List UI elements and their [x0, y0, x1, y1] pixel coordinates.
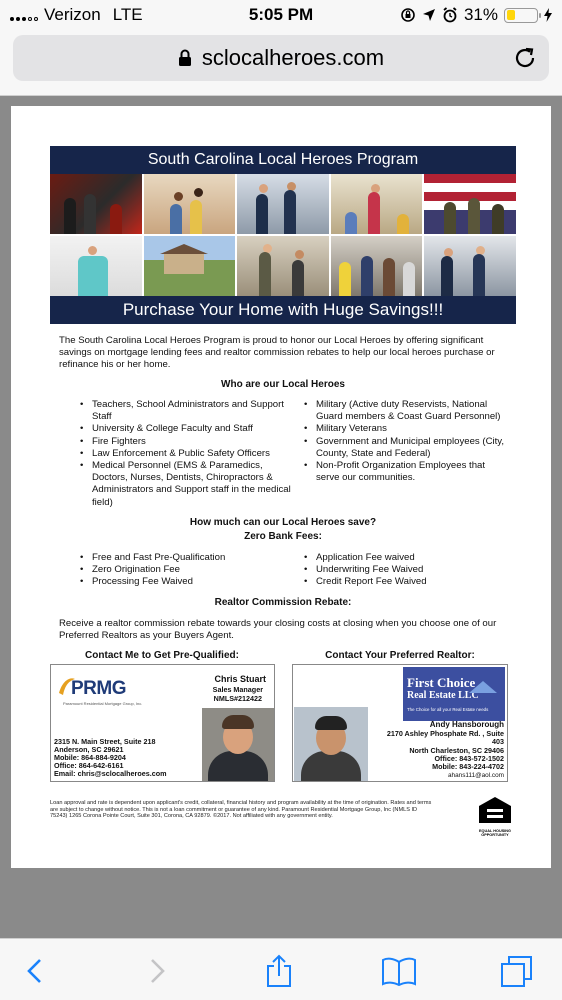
hero-photo-collage	[50, 174, 516, 296]
realtor-address3: North Charleston, SC 29406	[409, 746, 504, 755]
lender-card-heading: Contact Me to Get Pre-Qualified:	[85, 650, 239, 661]
status-left	[10, 5, 400, 25]
orientation-lock-icon	[400, 7, 416, 23]
heroes-list-left	[79, 399, 293, 509]
list-item: • Free and Fast Pre-Qualification	[79, 552, 293, 564]
status-right	[400, 5, 552, 25]
roof-icon	[469, 681, 497, 693]
lock-icon	[178, 49, 192, 67]
lender-email: Email: chris@sclocalheroes.com	[54, 769, 167, 778]
list-item: • Teachers, School Administrators and Support Staff	[79, 399, 293, 423]
prmg-logo	[57, 671, 145, 707]
equal-housing-label: EQUAL HOUSING OPPORTUNITY	[479, 829, 511, 838]
prmg-subtext: Paramount Residential Mortgage Group, Inc.	[63, 701, 143, 706]
tabs-icon	[500, 954, 534, 988]
list-item: • University & College Faculty and Staff	[79, 423, 293, 435]
realtor-photo	[294, 707, 368, 781]
teacher-classroom-photo	[331, 174, 423, 234]
browser-toolbar	[0, 938, 562, 1000]
list-item: • Underwriting Fee Waived	[303, 564, 508, 576]
lender-address2: Anderson, SC 29621	[54, 745, 124, 754]
battery-fill	[507, 10, 516, 20]
lender-title: Sales Manager	[212, 685, 263, 694]
first-choice-wordmark: First Choice	[407, 675, 476, 690]
alarm-icon	[442, 7, 458, 23]
list-item: • Non-Profit Organization Employees that serve our communities.	[303, 460, 508, 484]
equal-housing-logo	[477, 796, 513, 836]
battery-percent: 31%	[463, 5, 498, 24]
reload-icon[interactable]	[513, 46, 537, 70]
list-item: • Law Enforcement & Public Safety Officers	[79, 448, 293, 460]
charging-icon	[544, 8, 552, 22]
realtor-address1: 2170 Ashley Phosphate Rd. , Suite	[386, 729, 504, 738]
signal-icon	[10, 9, 38, 21]
list-item: • Processing Fee Waived	[79, 576, 293, 588]
bookmarks-button[interactable]	[379, 951, 419, 991]
list-item: • Medical Personnel (EMS & Paramedics, Doctors, Nurses, Dentists, Chiropractors & Administrators and Support staff in the medical field)	[79, 460, 293, 509]
web-content[interactable]	[0, 96, 562, 938]
location-icon	[422, 8, 436, 22]
fees-list-right	[303, 552, 508, 589]
realtor-address2: 403	[492, 737, 504, 746]
savings-heading: How much can our Local Heroes save?	[189, 517, 377, 528]
battery-icon	[504, 8, 538, 23]
realtor-name: Andy Hansborough	[429, 720, 504, 729]
legal-disclaimer: Loan approval and rate is dependent upon applicant's credit, collateral, financial history and program availability at the time of origination. Rates and terms are subject to change without notice. This is not a loan commitment or guarantee of any kind. Paramount Residential Mortgage Group, Inc (NMLS ID 75243) 1265 Corona Pointe Court, Suite 301, Corona, CA 92879. ©2017. Not affiliated with any government entity.	[50, 800, 432, 820]
share-button[interactable]	[259, 951, 299, 991]
first-choice-subwordmark: Real Estate LLC	[407, 690, 479, 701]
realtor-card-heading: Contact Your Preferred Realtor:	[325, 650, 475, 661]
equal-housing-icon	[477, 796, 513, 824]
veteran-photo	[237, 236, 329, 296]
military-flag-photo	[424, 174, 516, 234]
flyer-title: South Carolina Local Heroes Program	[50, 146, 516, 174]
first-choice-tagline: The Choice for all your Real Estate needs	[407, 707, 489, 712]
list-item: • Credit Report Fee Waived	[303, 576, 508, 588]
forward-button[interactable]	[138, 951, 178, 991]
flyer-document	[11, 106, 551, 868]
lender-nmls: NMLS#212422	[213, 694, 262, 703]
realtor-mobile: Mobile: 843-224-4702	[432, 762, 504, 771]
browser-address-area	[0, 30, 562, 96]
list-item: • Application Fee waived	[303, 552, 508, 564]
firefighters-photo	[50, 174, 142, 234]
list-item: • Fire Fighters	[79, 436, 293, 448]
zero-fees-heading: Zero Bank Fees:	[244, 531, 322, 542]
fees-list-left	[79, 552, 293, 589]
community-workers-photo	[331, 236, 423, 296]
network-label: LTE	[112, 5, 143, 24]
clock: 5:05 PM	[248, 5, 314, 24]
police-photo	[237, 174, 329, 234]
share-icon	[265, 954, 293, 988]
first-responders-photo	[424, 236, 516, 296]
list-item: • Military Veterans	[303, 423, 508, 435]
intro-paragraph: The South Carolina Local Heroes Program is proud to honor our Local Heroes by offering significant savings on mortgage lending fees and realtor commission rebates to help our local heroes purchase or refinance his or her home.	[59, 335, 495, 370]
heroes-list-right	[303, 399, 508, 484]
rebate-heading: Realtor Commission Rebate:	[214, 597, 352, 608]
realtor-contact-card	[292, 664, 508, 782]
nurse-photo	[50, 236, 142, 296]
list-item: • Military (Active duty Reservists, National Guard members & Coast Guard Personnel)	[303, 399, 508, 423]
house-neighborhood-photo	[144, 236, 236, 296]
list-item: • Government and Municipal employees (City, County, State and Federal)	[303, 436, 508, 460]
list-item: • Zero Origination Fee	[79, 564, 293, 576]
lender-mobile: Mobile: 864-884-9204	[54, 753, 126, 762]
url-text: sclocalheroes.com	[201, 45, 385, 70]
lender-photo	[202, 708, 274, 781]
status-bar	[0, 0, 562, 30]
lender-contact-card	[50, 664, 275, 782]
prmg-wordmark: PRMG	[71, 678, 126, 699]
flyer-subtitle: Purchase Your Home with Huge Savings!!!	[50, 296, 516, 324]
rebate-paragraph: Receive a realtor commission rebate towards your closing costs at closing when you choose one of our Preferred Realtors as your Buyers Agent.	[59, 618, 497, 641]
forward-icon	[150, 958, 166, 984]
family-home-photo	[144, 174, 236, 234]
lender-name: Chris Stuart	[214, 674, 266, 684]
back-button[interactable]	[14, 951, 54, 991]
heroes-heading: Who are our Local Heroes	[221, 379, 345, 390]
address-bar[interactable]	[13, 35, 549, 81]
first-choice-logo	[403, 667, 505, 721]
tabs-button[interactable]	[497, 951, 537, 991]
lender-office: Office: 864-642-6161	[54, 761, 124, 770]
bookmarks-icon	[381, 956, 417, 986]
realtor-email: ahans111@aol.com	[448, 772, 504, 779]
carrier-label: Verizon	[44, 5, 101, 24]
lender-address1: 2315 N. Main Street, Suite 218	[54, 737, 156, 746]
back-icon	[26, 958, 42, 984]
realtor-office: Office: 843-572-1502	[434, 754, 504, 763]
